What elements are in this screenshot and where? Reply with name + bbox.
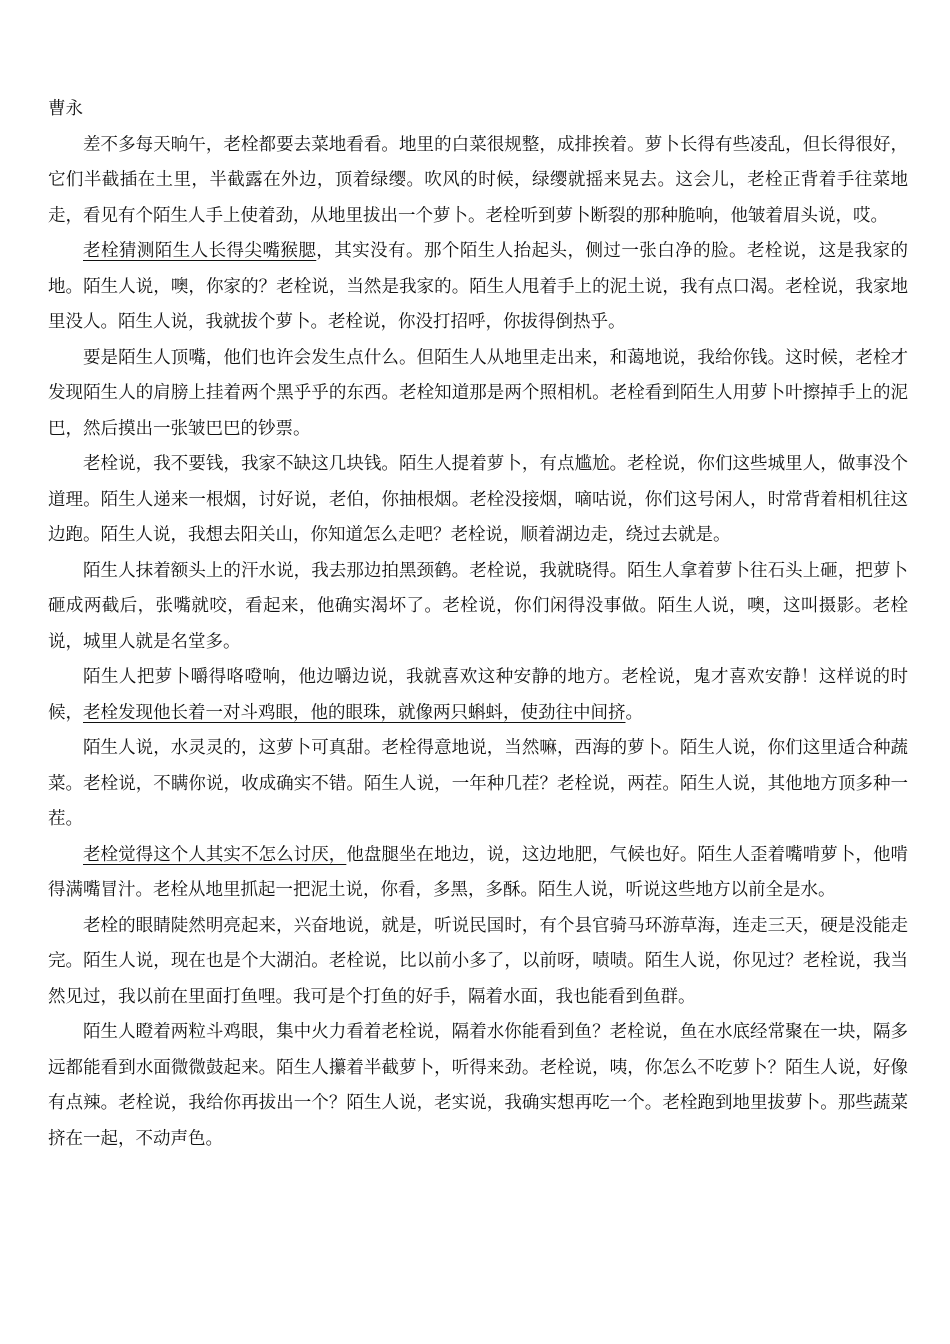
paragraph-text: 他盘腿坐在地边，说，这边地肥，气候也好。陌生人歪着嘴啃萝卜，他啃得满嘴冒汁。老栓从地里抓起一把泥土说，你看，多黑，多酥。陌生人说，听说这些地方以前全是水。 — [48, 844, 909, 900]
underlined-sentence: 老栓发现他长着一对斗鸡眼，他的眼珠，就像两只蝌蚪，使劲往中间挤 — [83, 702, 626, 723]
paragraph-text: 陌生人把萝卜嚼得咯噔响，他边嚼边说，我就喜欢这种安静的地方。老栓说，鬼才喜欢安静！这样说的时候， — [48, 667, 908, 723]
paragraph-7 — [48, 731, 908, 838]
paragraph-text: 老栓的眼睛陡然明亮起来，兴奋地说，就是，听说民国时，有个县官骑马环游草海，连走三天，硬是没能走完。陌生人说，现在也是个大湖泊。老栓说，比以前小多了，以前呀，啧啧。陌生人说，你见过？老栓说，我当然见过，我以前在里面打鱼哩。我可是个打鱼的好手，隔着水面，我也能看到鱼群。 — [48, 915, 908, 1007]
underlined-sentence: 老栓猜测陌生人长得尖嘴猴腮 — [83, 241, 317, 261]
paragraph-9 — [48, 909, 908, 1016]
paragraph-4 — [48, 447, 908, 554]
paragraph-text: 老栓说，我不要钱，我家不缺这几块钱。陌生人提着萝卜，有点尴尬。老栓说，你们这些城里人，做事没个道理。陌生人递来一根烟，讨好说，老伯，你抽根烟。老栓没接烟，嘀咕说，你们这号闲人，时常背着相机往这边跑。陌生人说，我想去阳关山，你知道怎么走吧？老栓说，顺着湖边走，绕过去就是。 — [48, 454, 908, 545]
paragraph-text: 陌生人说，水灵灵的，这萝卜可真甜。老栓得意地说，当然嘛，西海的萝卜。陌生人说，你们这里适合种蔬菜。老栓说，不瞒你说，收成确实不错。陌生人说，一年种几茬？老栓说，两茬。陌生人说，其他地方顶多种一茬。 — [48, 738, 908, 829]
paragraph-text: 要是陌生人顶嘴，他们也许会发生点什么。但陌生人从地里走出来，和蔼地说，我给你钱。这时候，老栓才发现陌生人的肩膀上挂着两个黑乎乎的东西。老栓知道那是两个照相机。老栓看到陌生人用萝卜叶擦掉手上的泥巴，然后摸出一张皱巴巴的钞票。 — [48, 347, 908, 439]
paragraph-text: ，其实没有。那个陌生人抬起头，侧过一张白净的脸。老栓说，这是我家的地。陌生人说，噢，你家的？老栓说，当然是我家的。陌生人甩着手上的泥土说，我有点口渴。老栓说，我家地里没人。陌生人说，我就拔个萝卜。老栓说，你没打招呼，你拔得倒热乎。 — [48, 241, 909, 332]
paragraph-text: 陌生人瞪着两粒斗鸡眼，集中火力看着老栓说，隔着水你能看到鱼？老栓说，鱼在水底经常聚在一块，隔多远都能看到水面微微鼓起来。陌生人攥着半截萝卜，听得来劲。老栓说，咦，你怎么不吃萝卜？陌生人说，好像有点辣。老栓说，我给你再拔出一个？陌生人说，老实说，我确实想再吃一个。老栓跑到地里拔萝卜。那些蔬菜挤在一起，不动声色。 — [48, 1022, 908, 1149]
paragraph-10 — [48, 1015, 908, 1157]
paragraph-3 — [48, 341, 908, 448]
paragraph-8 — [48, 838, 908, 909]
underlined-sentence: 老栓觉得这个人其实不怎么讨厌， — [83, 844, 347, 865]
paragraph-text: 陌生人抹着额头上的汗水说，我去那边拍黑颈鹤。老栓说，我就晓得。陌生人拿着萝卜往石头上砸，把萝卜砸成两截后，张嘴就咬，看起来，他确实渴坏了。老栓说，你们闲得没事做。陌生人说，噢，这叫摄影。老栓说，城里人就是名堂多。 — [48, 560, 908, 652]
author-name: 曹永 — [48, 99, 83, 119]
paragraph-2 — [48, 234, 908, 341]
paragraph-text: 。 — [625, 702, 643, 723]
paragraph-text: 差不多每天晌午，老栓都要去菜地看看。地里的白菜很规整，成排挨着。萝卜长得有些凌乱，但长得很好，它们半截插在土里，半截露在外边，顶着绿缨。吹风的时候，绿缨就摇来晃去。这会儿，老栓正背着手往菜地走，看见有个陌生人手上使着劲，从地里拔出一个萝卜。老栓听到萝卜断裂的那种脆响，他皱着眉头说，哎。 — [48, 134, 908, 226]
document-page — [48, 92, 908, 1157]
paragraph-5 — [48, 554, 908, 661]
paragraph-6 — [48, 660, 908, 731]
paragraph-1 — [48, 128, 908, 235]
